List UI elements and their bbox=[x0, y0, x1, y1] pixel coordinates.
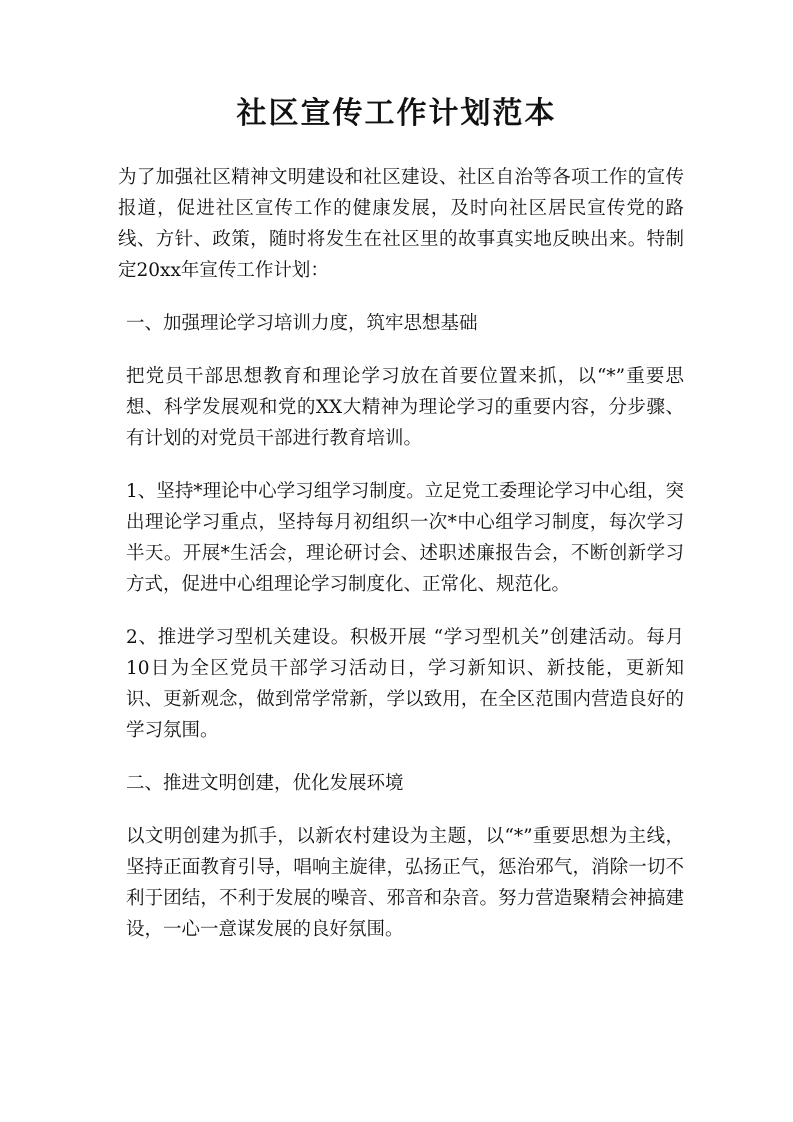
intro-paragraph: 为了加强社区精神文明建设和社区建设、社区自治等各项工作的宣传报道，促进社区宣传工作的健康发展，及时向社区居民宣传党的路线、方针、政策，随时将发生在社区里的故事真实地反映出来。特制定20xx年宣传工作计划： bbox=[118, 167, 684, 281]
item-2-paragraph: 2、推进学习型机关建设。积极开展 “学习型机关”创建活动。每月10日为全区党员干部学习活动日，学习新知识、新技能，更新知识、更新观念，做到常学常新，学以致用，在全区范围内营造良好的学习氛围。 bbox=[126, 627, 684, 741]
section-heading-1: 一、加强理论学习培训力度，筑牢思想基础 bbox=[126, 313, 478, 334]
section-2-paragraph: 以文明创建为抓手，以新农村建设为主题，以“*”重要思想为主线，坚持正面教育引导，唱响主旋律，弘扬正气，惩治邪气，消除一切不利于团结，不利于发展的噪音、邪音和杂音。努力营造聚精会神搞建设，一心一意谋发展的良好氛围。 bbox=[126, 826, 684, 940]
section-1-paragraph: 把党员干部思想教育和理论学习放在首要位置来抓，以“*”重要思想、科学发展观和党的XX大精神为理论学习的重要内容，分步骤、有计划的对党员干部进行教育培训。 bbox=[126, 366, 684, 449]
document-body bbox=[118, 162, 684, 967]
section-heading-2: 二、推进文明创建，优化发展环境 bbox=[126, 773, 404, 794]
document-title: 社区宣传工作计划范本 bbox=[236, 96, 557, 131]
item-1-paragraph: 1、坚持*理论中心学习组学习制度。立足党工委理论学习中心组，突出理论学习重点，坚持每月初组织一次*中心组学习制度，每次学习半天。开展*生活会，理论研讨会、述职述廉报告会，不断创新学习方式，促进中心组理论学习制度化、正常化、规范化。 bbox=[126, 481, 684, 595]
